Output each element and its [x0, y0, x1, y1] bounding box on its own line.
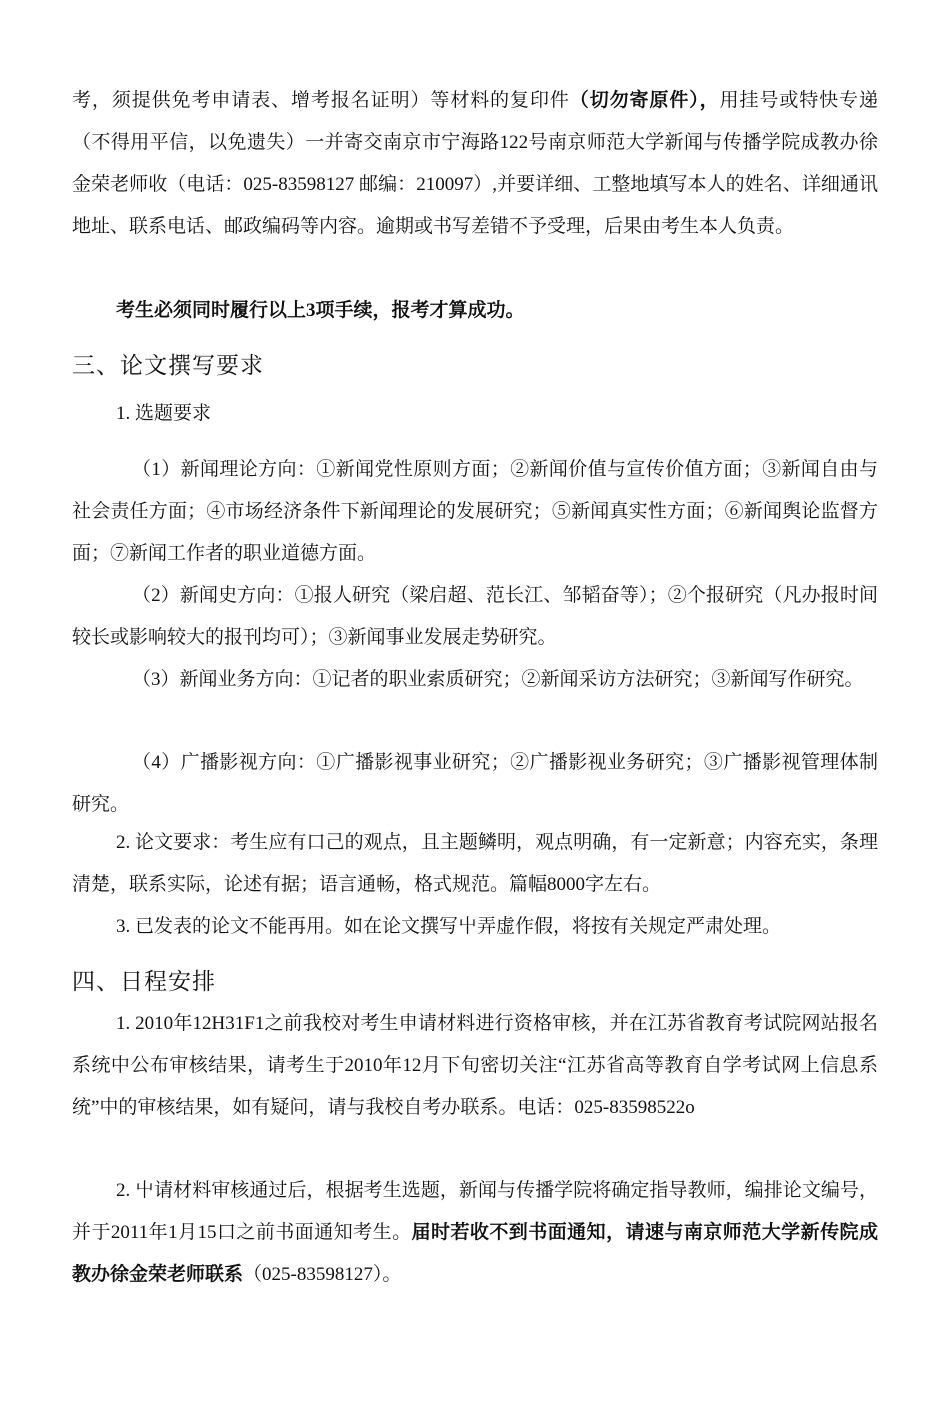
section-3-item-2: 2. 论文要求：考生应有口己的观点，且主题鳞明，观点明确，有一定新意；内容充实，条理清楚，联系实际，论述有据；语言通畅，格式规范。篇幅8000字左右。	[72, 832, 878, 895]
item2-text-a: 2. 屮请材料审核通过后，根据考生选题，新闻与传播学院将确定指导教师，编排论文编号，并于2011年1月15口之前书面通知考生。	[72, 1180, 878, 1243]
section-3-heading: 三、论文撰写要求	[72, 353, 264, 378]
section-4-item-2	[72, 1170, 878, 1296]
item2-text-bold: 届时若收不到书面通知，请速与南京师范大学新传院成教办徐金荣老师联系	[72, 1222, 878, 1285]
topic-history: （2）新闻史方向：①报人研究（梁启超、范长江、邹韬奋等）；②个报研究（凡办报时间较长或影响较大的报刊均可）；③新闻事业发展走势研究。	[72, 585, 878, 648]
paragraph-mailing-instructions	[72, 80, 878, 248]
topic-practice: （3）新闻业务方向：①记者的职业索质研究；②新闻采访方法研究；③新闻写作研究。	[132, 669, 864, 690]
bold-note: 考生必须同时履行以上3项手续，报考才算成功。	[116, 300, 525, 321]
mailing-text-bold: （切勿寄原件），	[569, 90, 720, 111]
topic-broadcast: （4）广播影视方向：①广播影视事业研究；②广播影视业务研究；③广播影视管理体制研究。	[72, 752, 878, 815]
section-4-item-1: 1. 2010年12H31F1之前我校对考生申请材料进行资格审核，并在江苏省教育考试院网站报名系统中公布审核结果，请考生于2010年12月下旬密切关注“江苏省高等教育自学考试网上信息系统”中的审核结果，如有疑问，请与我校自考办联系。电话：025-83598522o	[72, 1013, 878, 1118]
mailing-text-c: 用挂号或特快专递（不得用平信，以免遗失）一并寄交南京市宁海路122号南京师范大学新闻与传播学院成教办徐金荣老师收（电话：025-83598127 邮编：210097）,并要详细、工整地填写本人的姓名、详细通讯地址、联系电话、邮政编码等内容。逾期或书写差错不予受理，后果由考生本人负责。	[72, 90, 878, 237]
section-3-item-1-title: 1. 选题要求	[116, 403, 212, 424]
section-4-heading: 四、日程安排	[72, 969, 216, 994]
mailing-text-a: 考，须提供免考申请表、增考报名证明）等材料的复印件	[72, 90, 570, 111]
item2-text-c: （025-83598127）。	[243, 1264, 402, 1285]
topic-theory: （1）新闻理论方向：①新闻党性原则方面；②新闻价值与宣传价值方面；③新闻自由与社会责任方面；④市场经济条件下新闻理论的发展研究；⑤新闻真实性方面；⑥新闻舆论监督方面；⑦新闻工作者的职业道德方面。	[72, 459, 878, 564]
section-3-item-3: 3. 已发表的论文不能再用。如在论文撰写屮弄虚作假，将按有关规定严肃处理。	[116, 916, 782, 937]
